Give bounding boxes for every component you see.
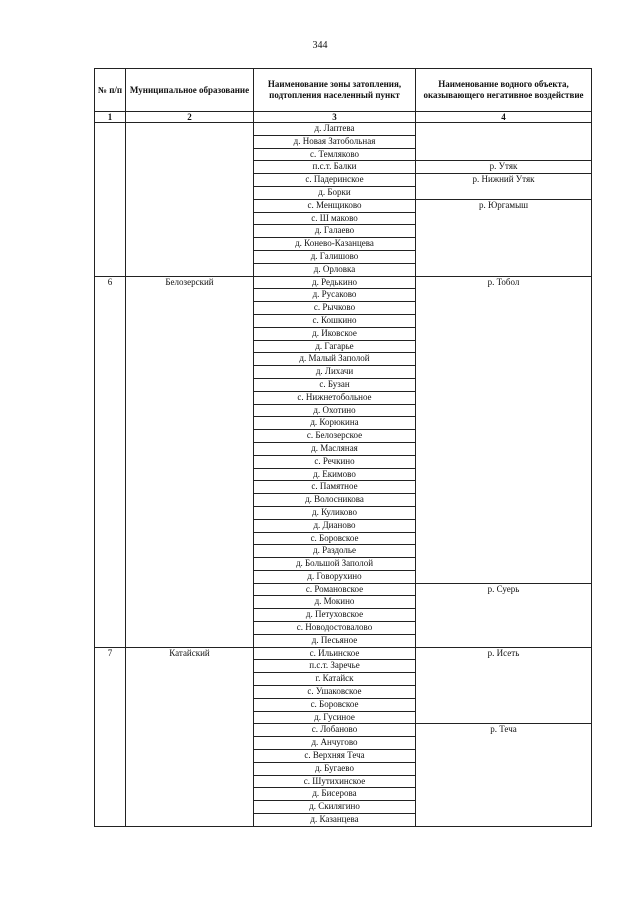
locality-cell: д. Масляная <box>254 442 416 455</box>
locality-cell: д. Екимово <box>254 468 416 481</box>
header-municipality: Муниципальное образование <box>126 69 254 112</box>
locality-cell: с. Шутихинское <box>254 775 416 788</box>
locality-cell: с. Темляково <box>254 148 416 161</box>
row-number-cell <box>95 123 126 277</box>
table-body <box>95 123 592 827</box>
locality-cell: д. Песьяное <box>254 634 416 647</box>
locality-cell: с. Речкино <box>254 455 416 468</box>
locality-cell: с. Нижнетобольное <box>254 391 416 404</box>
locality-cell: с. Романовское <box>254 583 416 596</box>
water-body-cell: р. Суерь <box>416 583 592 647</box>
locality-cell: д. Волосникова <box>254 494 416 507</box>
locality-cell: с. Рычково <box>254 302 416 315</box>
locality-cell: с. Падеринское <box>254 174 416 187</box>
locality-cell: с. Новодостовалово <box>254 622 416 635</box>
locality-cell: д. Галаево <box>254 225 416 238</box>
locality-cell: д. Лаптева <box>254 123 416 136</box>
locality-cell: д. Новая Затобольная <box>254 135 416 148</box>
column-number: 4 <box>416 112 592 123</box>
locality-cell: д. Корюкина <box>254 417 416 430</box>
column-number-row <box>95 112 592 123</box>
header-number: № п/п <box>95 69 126 112</box>
flood-zones-table <box>94 68 592 827</box>
table-row <box>95 276 592 289</box>
locality-cell: д. Орловка <box>254 263 416 276</box>
header-row <box>95 69 592 112</box>
locality-cell: с. Белозерское <box>254 430 416 443</box>
water-body-cell: р. Теча <box>416 724 592 826</box>
locality-cell: п.с.т. Заречье <box>254 660 416 673</box>
locality-cell: д. Гусиное <box>254 711 416 724</box>
column-number: 3 <box>254 112 416 123</box>
locality-cell: с. Лобаново <box>254 724 416 737</box>
locality-cell: д. Дианово <box>254 519 416 532</box>
locality-cell: с. Памятное <box>254 481 416 494</box>
municipality-cell <box>126 123 254 277</box>
water-body-cell: р. Тобол <box>416 276 592 583</box>
column-number: 1 <box>95 112 126 123</box>
locality-cell: с. Боровское <box>254 698 416 711</box>
locality-cell: д. Раздолье <box>254 545 416 558</box>
water-body-cell: р. Юргамыш <box>416 199 592 276</box>
header-water-body: Наименование водного объекта, оказывающего негативное воздействие <box>416 69 592 112</box>
locality-cell: д. Русаково <box>254 289 416 302</box>
locality-cell: д. Куликово <box>254 506 416 519</box>
table-row <box>95 123 592 136</box>
locality-cell: д. Анчугово <box>254 737 416 750</box>
water-body-cell <box>416 123 592 161</box>
locality-cell: д. Большой Заполой <box>254 558 416 571</box>
locality-cell: д. Борки <box>254 186 416 199</box>
locality-cell: с. Ш маково <box>254 212 416 225</box>
locality-cell: д. Петуховское <box>254 609 416 622</box>
locality-cell: с. Ушаковское <box>254 686 416 699</box>
locality-cell: д. Иковское <box>254 327 416 340</box>
locality-cell: с. Боровское <box>254 532 416 545</box>
locality-cell: д. Галишово <box>254 250 416 263</box>
locality-cell: д. Бугаево <box>254 762 416 775</box>
locality-cell: с. Менщиково <box>254 199 416 212</box>
locality-cell: п.с.т. Балки <box>254 161 416 174</box>
locality-cell: д. Скилягино <box>254 801 416 814</box>
locality-cell: д. Говорухино <box>254 570 416 583</box>
column-number: 2 <box>126 112 254 123</box>
locality-cell: г. Катайск <box>254 673 416 686</box>
locality-cell: д. Лихачи <box>254 366 416 379</box>
locality-cell: д. Бисерова <box>254 788 416 801</box>
municipality-cell: Катайский <box>126 647 254 826</box>
water-body-cell: р. Утяк <box>416 161 592 174</box>
page-number: 344 <box>312 40 328 51</box>
locality-cell: с. Кошкино <box>254 314 416 327</box>
locality-cell: д. Гагарье <box>254 340 416 353</box>
locality-cell: д. Редькино <box>254 276 416 289</box>
locality-cell: д. Мокино <box>254 596 416 609</box>
row-number-cell: 6 <box>95 276 126 647</box>
header-locality: Наименование зоны затопления, подтопления населенный пункт <box>254 69 416 112</box>
locality-cell: д. Охотино <box>254 404 416 417</box>
water-body-cell: р. Нижний Утяк <box>416 174 592 200</box>
locality-cell: д. Казанцева <box>254 814 416 827</box>
row-number-cell: 7 <box>95 647 126 826</box>
water-body-cell: р. Исеть <box>416 647 592 724</box>
locality-cell: с. Ильинское <box>254 647 416 660</box>
table-row <box>95 647 592 660</box>
locality-cell: д. Конево-Казанцева <box>254 238 416 251</box>
locality-cell: с. Верхняя Теча <box>254 750 416 763</box>
locality-cell: д. Малый Заполой <box>254 353 416 366</box>
locality-cell: с. Бузан <box>254 378 416 391</box>
municipality-cell: Белозерский <box>126 276 254 647</box>
